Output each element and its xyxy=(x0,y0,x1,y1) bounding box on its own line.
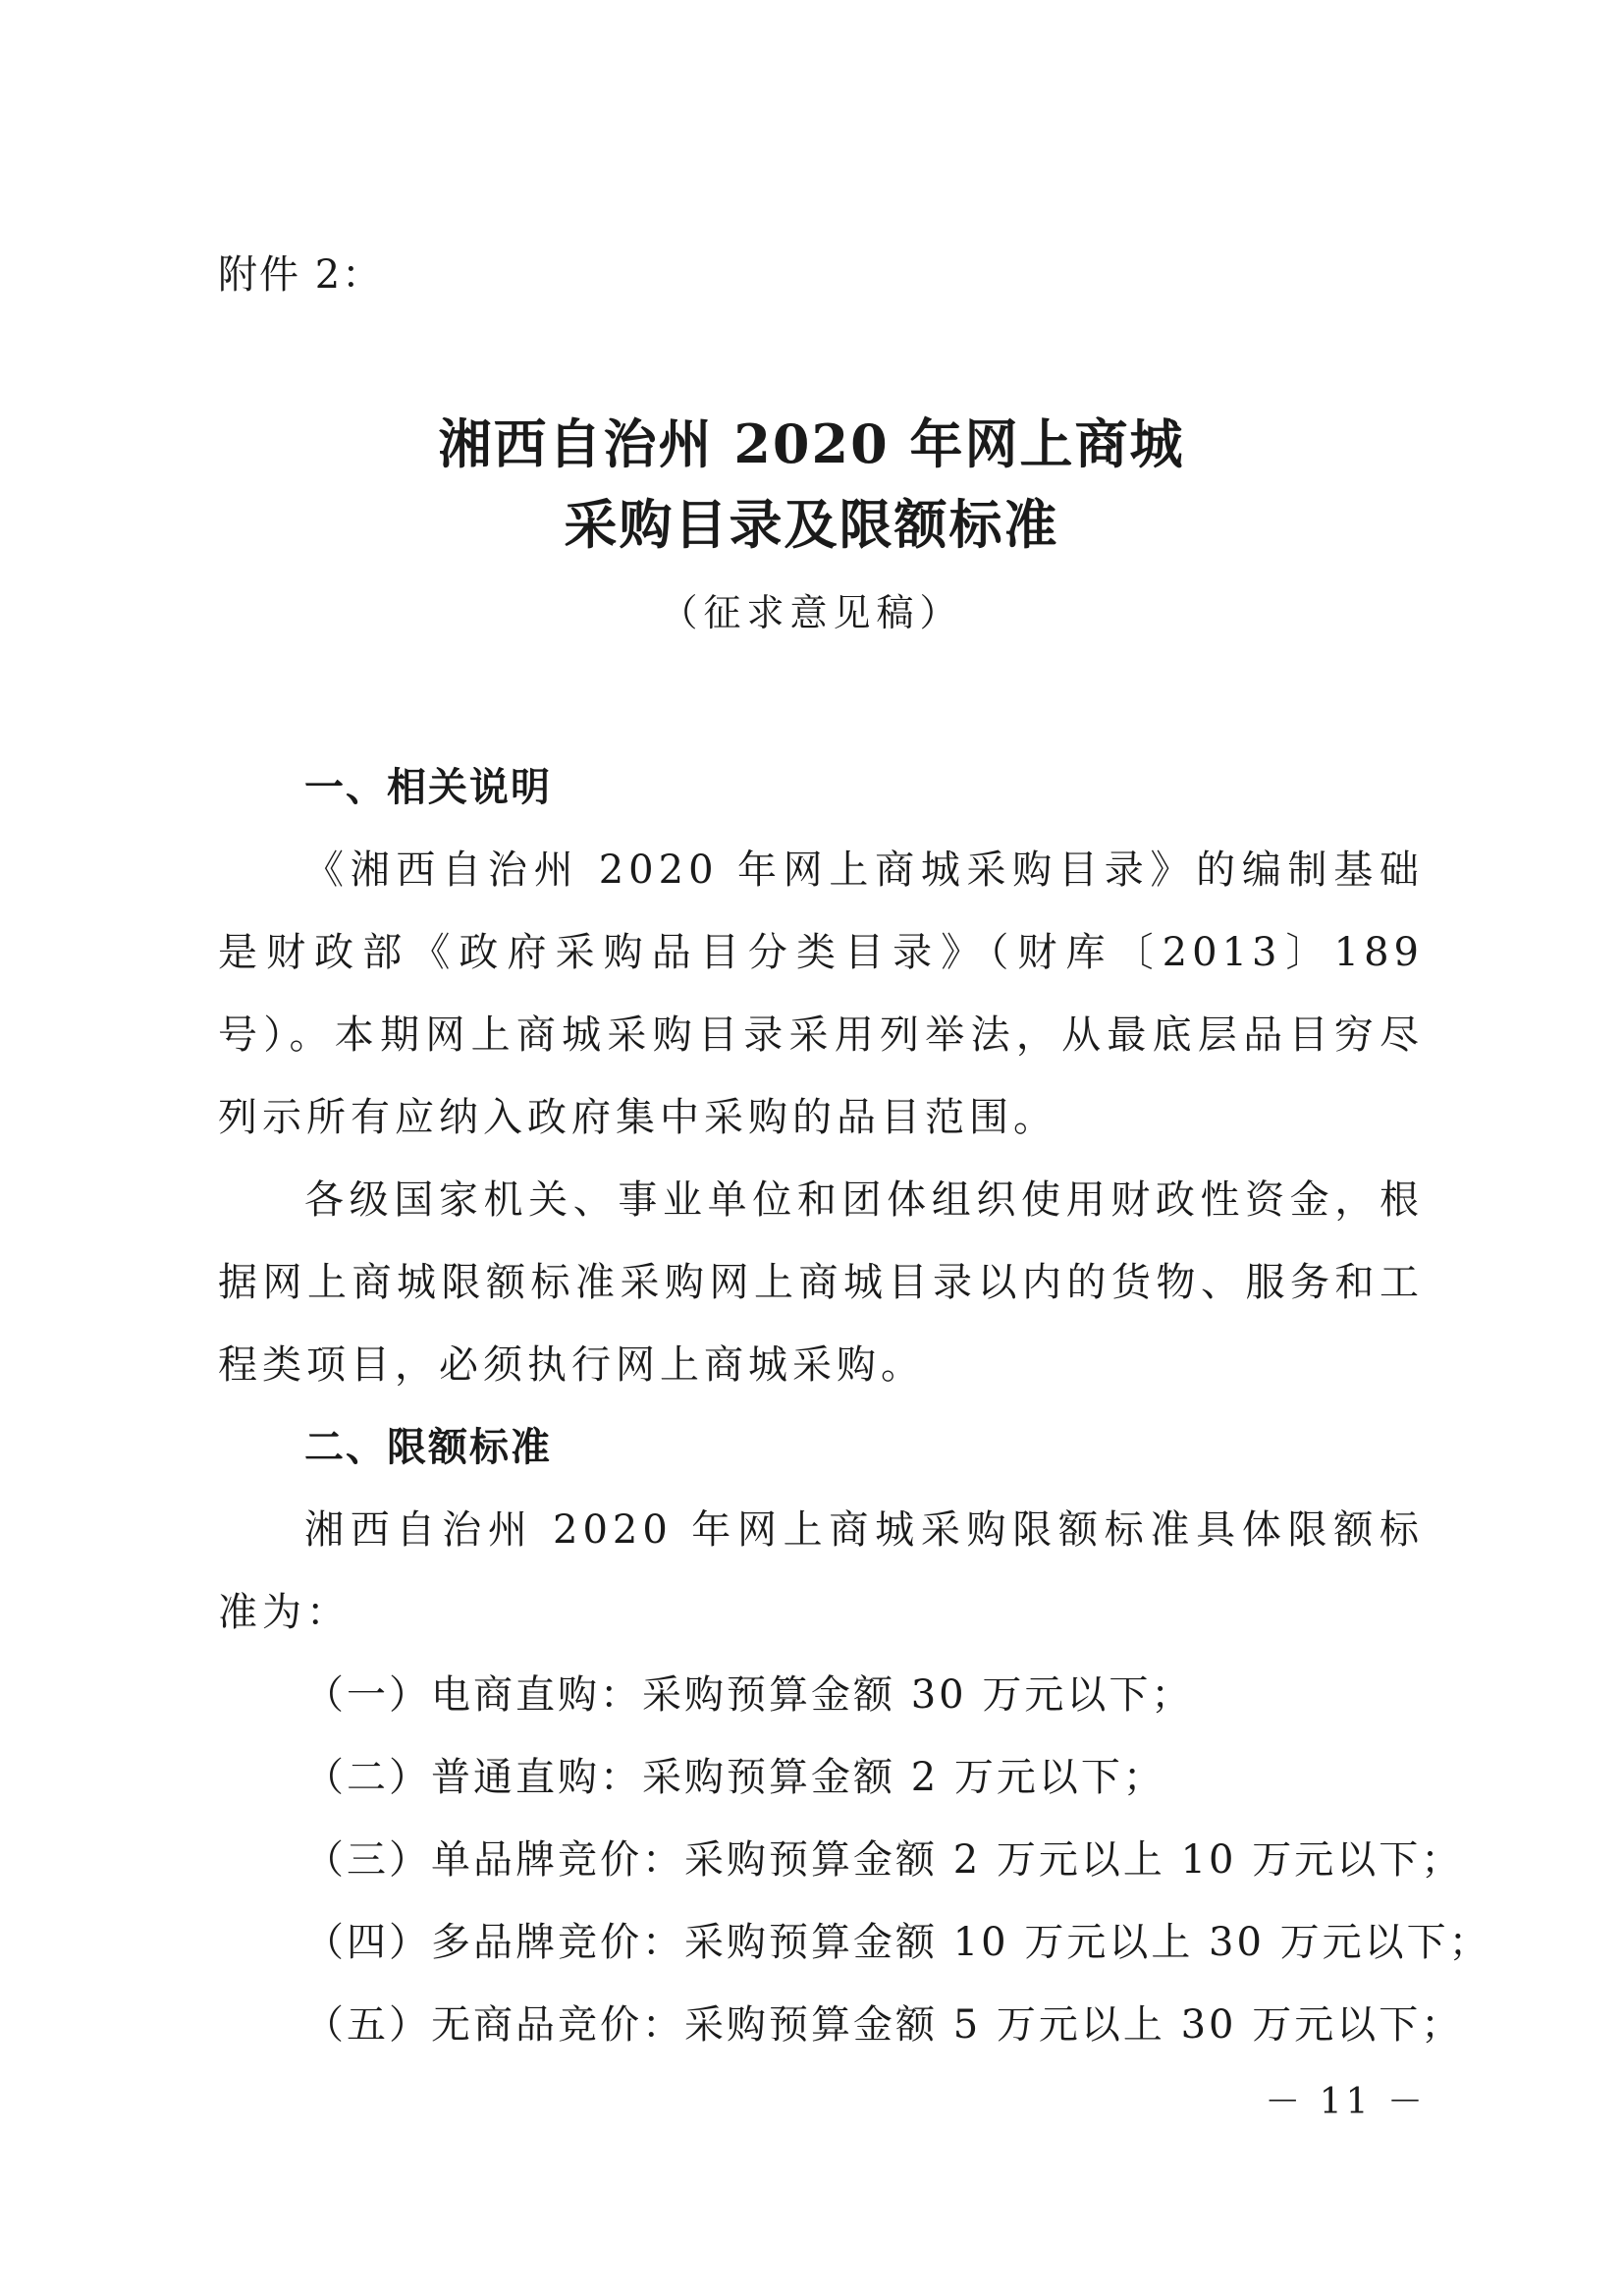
document-title-line-2: 采购目录及限额标准 xyxy=(564,493,1059,556)
list-item: （一）电商直购：采购预算金额 30 万元以下； xyxy=(304,1672,1194,1718)
document-title-line-1: 湘西自治州 2020 年网上商城 xyxy=(438,412,1185,475)
page-number: － 11 － xyxy=(1265,2082,1427,2122)
paragraph-limit-intro: 湘西自治州 2020 年网上商城采购限额标准具体限额标准为： xyxy=(218,1507,1424,1635)
list-item: （四）多品牌竞价：采购预算金额 10 万元以上 30 万元以下； xyxy=(304,1920,1491,1965)
paragraph-scope: 各级国家机关、事业单位和团体组织使用财政性资金，根据网上商城限额标准采购网上商城目录以内的货物、服务和工程类项目，必须执行网上商城采购。 xyxy=(218,1177,1424,1388)
paragraph-catalog-basis: 《湘西自治州 2020 年网上商城采购目录》的编制基础是财政部《政府采购品目分类目录》（财库〔2013〕189 号）。本期网上商城采购目录采用列举法，从最底层品目穷尽列示所有应纳入政府集中采购的品目范围。 xyxy=(218,847,1424,1140)
section-heading-limit-standards: 二、限额标准 xyxy=(304,1425,552,1470)
list-item: （三）单品牌竞价：采购预算金额 2 万元以上 10 万元以下； xyxy=(304,1837,1464,1883)
section-heading-related-notes: 一、相关说明 xyxy=(304,765,552,810)
attachment-label: 附件 2： xyxy=(218,252,384,298)
list-item: （二）普通直购：采购预算金额 2 万元以下； xyxy=(304,1755,1165,1800)
list-item: （五）无商品竞价：采购预算金额 5 万元以上 30 万元以下； xyxy=(304,2002,1464,2048)
document-body xyxy=(218,746,1491,2066)
document-subtitle: （征求意见稿） xyxy=(660,591,963,634)
